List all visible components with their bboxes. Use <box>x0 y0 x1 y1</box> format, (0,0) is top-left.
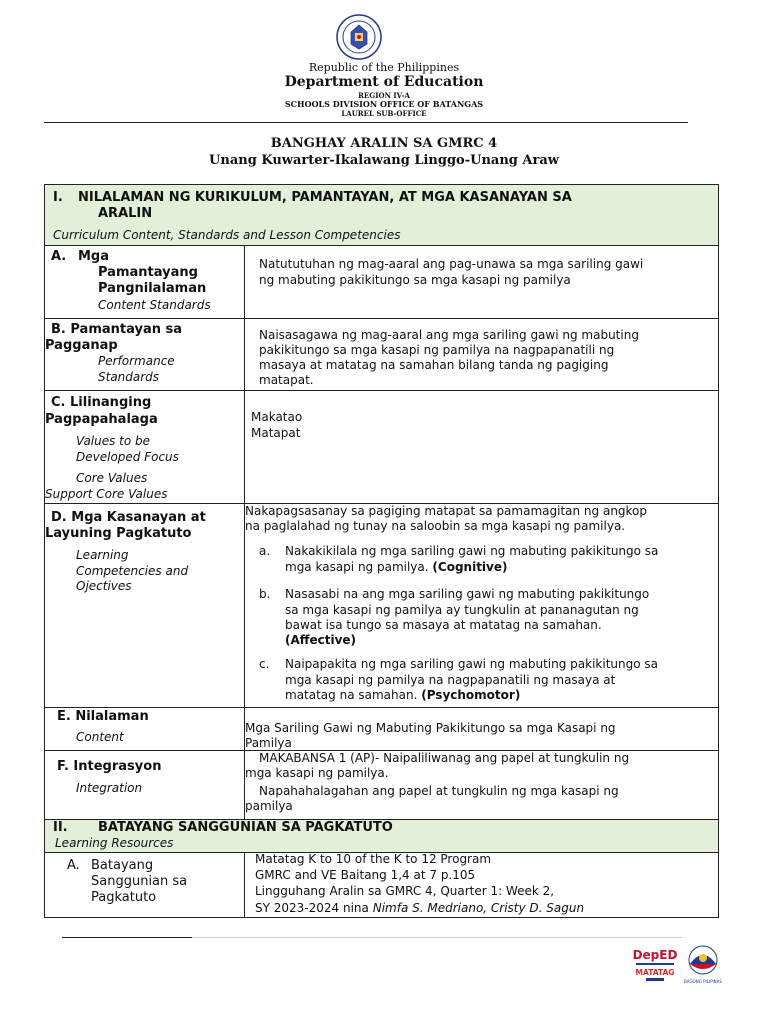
footer-divider-light <box>192 937 682 938</box>
objective-a-tag: (Cognitive) <box>432 560 508 574</box>
deped-matatag-logo-icon <box>632 944 678 984</box>
row-c-value1: Makatao <box>251 410 303 424</box>
row-d-intro-line1: Nakapagsasanay sa pagiging matapat sa pamamagitan ng angkop <box>245 504 648 518</box>
deped-seal-icon <box>336 14 382 60</box>
objective-b-marker: b. <box>259 587 271 601</box>
row-d-label2: Layuning Pagkatuto <box>45 526 192 541</box>
row-a-content-cell <box>245 246 718 319</box>
section-2-number: II. <box>53 820 68 835</box>
region-text: REGION IV-A <box>358 91 410 100</box>
row-a2-label1: Batayang <box>91 858 154 873</box>
row-f-line3: Napahahalagahan ang papel at tungkulin ng mga kasapi ng <box>259 784 619 798</box>
row-e-english: Content <box>76 730 124 744</box>
row-e-label: E. Nilalaman <box>57 709 149 724</box>
objective-c-line1: Naipapakita ng mga sariling gawi ng mabuting pakikitungo sa <box>285 657 658 671</box>
objective-b-line3: bawat isa tungo sa masaya at matatag na samahan. <box>285 618 602 632</box>
row-d-label-cell <box>45 504 245 708</box>
objective-c-marker: c. <box>259 657 270 671</box>
row-a-label2: Pamantayang <box>98 265 198 280</box>
resource-line2: GMRC and VE Baitang 1,4 at 7 p.105 <box>255 868 476 882</box>
row-c-english3: Core Values <box>76 471 148 485</box>
row-a2-label3: Pagkatuto <box>91 890 157 905</box>
row-b-label-cell <box>45 319 245 391</box>
objective-b-tag: (Affective) <box>285 633 357 647</box>
resource-line3: Lingguhang Aralin sa GMRC 4, Quarter 1: Week 2, <box>255 884 555 898</box>
bagong-pilipinas-text: BAGONG PILIPINAS <box>684 979 722 984</box>
matatag-logo-text: MATATAG <box>635 968 675 977</box>
row-b-label2: Pagganap <box>45 338 118 353</box>
footer-divider <box>62 937 192 938</box>
row-b-content-line3: masaya at matatag na samahan bilang tanda ng pagiging <box>259 358 609 372</box>
row-a2-content-cell <box>245 853 718 917</box>
row-c-english1: Values to be <box>76 434 151 448</box>
document-subtitle: Unang Kuwarter-Ikalawang Linggo-Unang Araw <box>209 153 559 168</box>
section-1-subheading: Curriculum Content, Standards and Lesson Competencies <box>53 228 401 242</box>
document-title: BANGHAY ARALIN SA GMRC 4 <box>270 136 498 151</box>
resource-line1: Matatag K to 10 of the K to 12 Program <box>255 852 492 866</box>
row-a2-label2: Sanggunian sa <box>91 874 188 889</box>
section-1-header <box>45 185 718 246</box>
row-e-content-cell <box>245 708 718 751</box>
section-2-subheading: Learning Resources <box>55 836 174 850</box>
objective-c-tag: (Psychomotor) <box>421 688 521 702</box>
row-a-label1: Mga <box>78 249 110 264</box>
row-e-label-cell <box>45 708 245 751</box>
row-b-english2: Standards <box>98 370 160 384</box>
row-a-content-line2: ng mabuting pakikitungo sa mga kasapi ng pamilya <box>259 273 571 287</box>
resource-line4-prefix: SY 2023-2024 nina <box>255 901 369 915</box>
objective-a-marker: a. <box>259 544 271 558</box>
objective-a-text: mga kasapi ng pamilya. <box>285 560 429 574</box>
row-a-letter: A. <box>51 249 67 264</box>
department-text: Department of Education <box>284 74 484 90</box>
section-2-heading: BATAYANG SANGGUNIAN SA PAGKATUTO <box>98 820 393 835</box>
row-a-label-cell <box>45 246 245 319</box>
row-a-label3: Pangnilalaman <box>98 281 207 296</box>
deped-logo-text: DepED <box>632 948 678 962</box>
row-f-english: Integration <box>76 781 143 795</box>
row-a2-letter: A. <box>67 858 80 873</box>
row-d-english3: Ojectives <box>76 579 132 593</box>
lesson-plan-table <box>44 184 719 918</box>
resource-authors: Nimfa S. Medriano, Cristy D. Sagun <box>372 901 585 915</box>
resource-line4 <box>255 902 584 916</box>
row-d-content-cell <box>245 504 718 708</box>
row-c-content-cell <box>245 391 718 504</box>
section-1-heading-line2: ARALIN <box>98 206 153 221</box>
row-c-label2: Pagpapahalaga <box>45 412 158 427</box>
section-1-number: I. <box>53 190 63 205</box>
row-f-line2: mga kasapi ng pamilya. <box>245 766 389 780</box>
row-d-english1: Learning <box>76 548 129 562</box>
row-f-label: F. Integrasyon <box>57 759 162 774</box>
row-b-content-line4: matapat. <box>259 373 314 387</box>
bagong-pilipinas-logo-icon <box>682 944 724 986</box>
row-a2-label-cell <box>45 853 245 917</box>
row-f-content-cell <box>245 751 718 820</box>
row-e-content-line2: Pamilya <box>245 736 292 750</box>
row-c-english4: Support Core Values <box>45 487 168 501</box>
row-b-label1: B. Pamantayan sa <box>51 322 183 337</box>
section-1-heading-line1: NILALAMAN NG KURIKULUM, PAMANTAYAN, AT MGA KASANAYAN SA <box>78 190 572 205</box>
row-b-english1: Performance <box>98 354 175 368</box>
objective-c-line2: mga kasapi ng pamilya na nagpapanatili ng masaya at <box>285 673 616 687</box>
republic-text: Republic of the Philippines <box>308 61 460 74</box>
objective-c-line3 <box>285 689 520 703</box>
row-c-label1: C. Lilinanging <box>51 395 152 410</box>
objective-c-text: matatag na samahan. <box>285 688 418 702</box>
row-c-value2: Matapat <box>251 426 301 440</box>
row-b-content-line2: pakikitungo sa mga kasapi ng pamilya na nagpapanatili ng <box>259 343 615 357</box>
row-f-line4: pamilya <box>245 799 293 813</box>
objective-a-line1: Nakakikilala ng mga sariling gawi ng mabuting pakikitungo sa <box>285 544 659 558</box>
header-divider <box>44 122 688 123</box>
row-a-english: Content Standards <box>98 298 211 312</box>
row-d-intro-line2: na paglalahad ng tunay na saloobin sa mga kasapi ng pamilya. <box>245 519 626 533</box>
row-d-english2: Competencies and <box>76 564 189 578</box>
row-f-label-cell <box>45 751 245 820</box>
row-d-label1: D. Mga Kasanayan at <box>51 510 206 525</box>
row-b-content-cell <box>245 319 718 391</box>
row-c-english2: Developed Focus <box>76 450 179 464</box>
row-f-line1: MAKABANSA 1 (AP)- Naipaliliwanag ang papel at tungkulin ng <box>259 751 630 765</box>
division-text: SCHOOLS DIVISION OFFICE OF BATANGAS <box>284 99 484 109</box>
objective-a-line2 <box>285 561 507 575</box>
row-b-content-line1: Naisasagawa ng mag-aaral ang mga sariling gawi ng mabuting <box>259 328 639 342</box>
objective-b-line1: Nasasabi na ang mga sariling gawi ng mabuting pakikitungo <box>285 587 650 601</box>
row-c-label-cell <box>45 391 245 504</box>
row-e-content-line1: Mga Sariling Gawi ng Mabuting Pakikitungo sa mga Kasapi ng <box>245 721 616 735</box>
objective-b-line2: sa mga kasapi ng pamilya ay tungkulin at pananagutan ng <box>285 603 639 617</box>
sub-office-text: LAUREL SUB-OFFICE <box>341 109 427 118</box>
row-a-content-line1: Natututuhan ng mag-aaral ang pag-unawa sa mga sariling gawi <box>259 257 644 271</box>
section-2-header <box>45 820 718 853</box>
